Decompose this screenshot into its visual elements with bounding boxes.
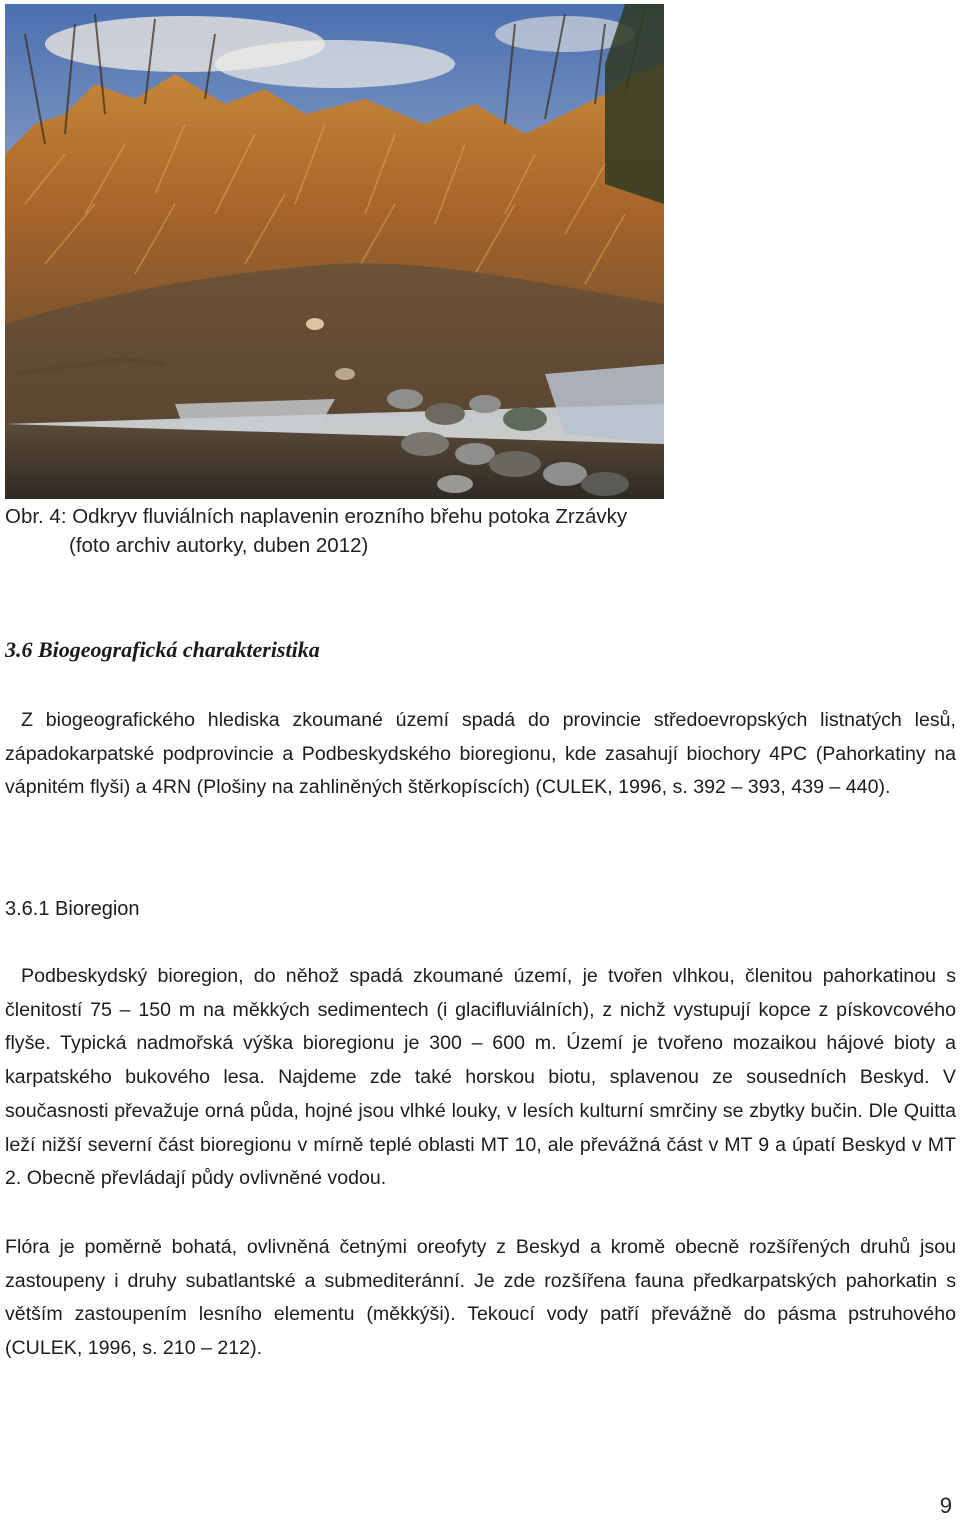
figure-caption [5,502,905,560]
section-paragraph [5,704,956,805]
subsection-heading: 3.6.1 Bioregion [5,898,140,920]
section-heading: 3.6 Biogeografická charakteristika [5,637,320,662]
caption-line-1: Obr. 4: Odkryv fluviálních naplavenin erozního břehu potoka Zrzávky [5,505,628,528]
subsection-paragraph-2: Flóra je poměrně bohatá, ovlivněná četnými oreofyty z Beskyd a kromě obecně rozšířených druhů jsou zastoupeny i druhy subatlantské a submediteránní. Je zde rozšířena fauna předkarpatských pahorkatin s větším zastoupením lesního elementu (měkkýši). Tekoucí vody patří převážně do pásma pstruhového (CULEK, 1996, s. 210 – 212). [5,1236,956,1360]
stream-bank-photo [5,4,664,499]
caption-line-2: (foto archiv autorky, duben 2012) [69,534,369,557]
subsection-paragraph-1 [5,960,956,1196]
page-number: 9 [939,1493,952,1518]
section-paragraph-text: Z biogeografického hlediska zkoumané území spadá do provincie středoevropských listnatých lesů, západokarpatské podprovincie a Podbeskydského bioregionu, kde zasahují biochory 4PC (Pahorkatiny na vápnitém flyši) a 4RN (Plošiny na zahliněných štěrkopíscích) (CULEK, 1996, s. 392 – 393, 439 – 440). [5,709,956,799]
photo-illustration [5,4,664,499]
subsection-paragraph-1-text: Podbeskydský bioregion, do něhož spadá zkoumané území, je tvořen vlhkou, členitou pahorkatinou s členitostí 75 – 150 m na měkkých sedimentech (i glacifluviálních), z nichž vystupují kopce z pískovcového flyše. Typická nadmořská výška bioregionu je 300 – 600 m. Území je tvořeno mozaikou hájové bioty a karpatského bukového lesa. Najdeme zde také horskou biotu, splavenou ze sousedních Beskyd. V současnosti převažuje orná půda, hojné jsou vlhké louky, v lesích kulturní smrčiny se zbytky bučin. Dle Quitta leží nižší severní část bioregionu v mírně teplé oblasti MT 10, ale převážná část v MT 9 a úpatí Beskyd v MT 2. Obecně převládají půdy ovlivněné vodou. [5,965,956,1190]
